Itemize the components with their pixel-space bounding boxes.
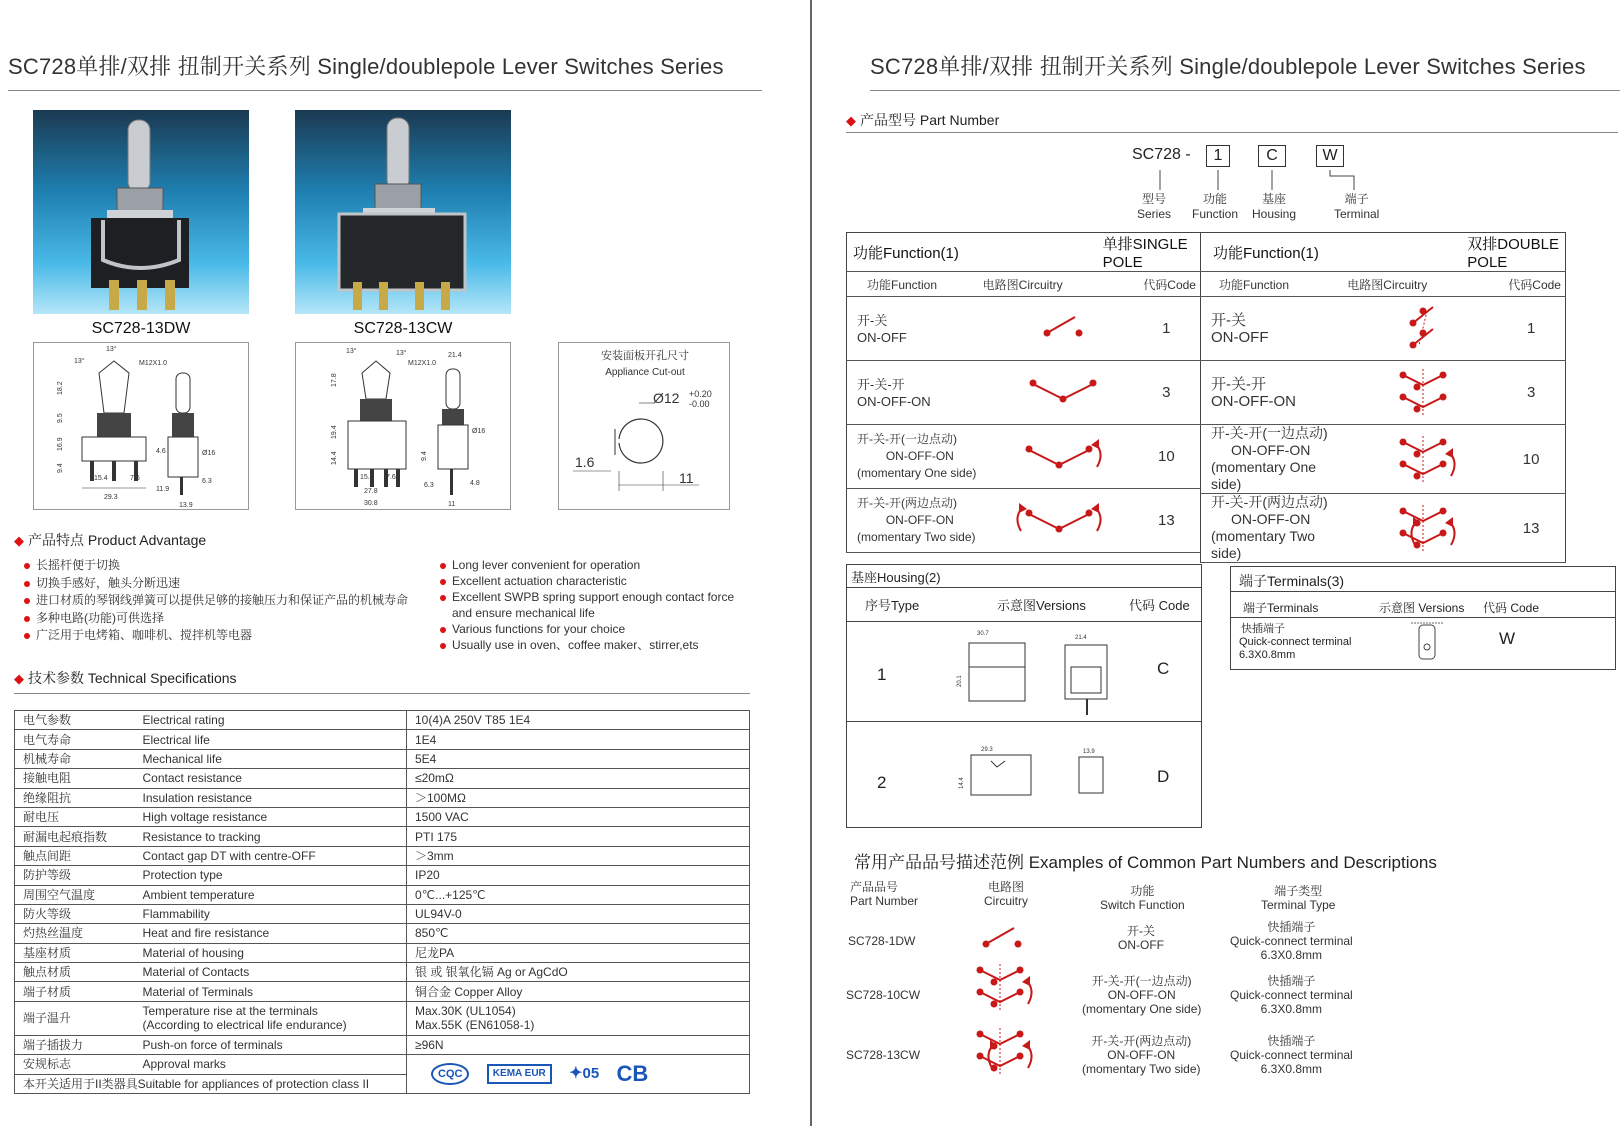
function-table-double-pole <box>1200 232 1566 563</box>
table-row: 开-关 ON-OFF 1 <box>847 297 1201 361</box>
svg-text:11: 11 <box>448 501 456 508</box>
pn-label-series: 型号 Series <box>1137 192 1172 221</box>
kema-mark-icon: KEMA EUR <box>487 1064 552 1084</box>
svg-text:30.7: 30.7 <box>977 631 989 637</box>
section-heading-advantage: ◆ 产品特点 Product Advantage <box>14 532 207 548</box>
table-row: 触点间距 Contact gap DT with centre-OFF ＞3mm <box>15 846 750 865</box>
list-item: Usually use in oven、coffee maker、stirrer,ets <box>440 637 734 653</box>
table-row: 基座材质 Material of housing 尼龙PA <box>15 943 750 962</box>
table-row: 安规标志 Approval marks CQC KEMA EUR ✦05 CB <box>15 1055 750 1074</box>
svg-text:29.3: 29.3 <box>104 494 118 501</box>
list-item: Excellent SWPB spring support enough contact force <box>440 589 734 605</box>
svg-text:21.4: 21.4 <box>448 352 462 359</box>
table-row: 开-关-开(一边点动) ON-OFF-ON (momentary One side) 10 <box>847 425 1201 489</box>
svg-text:15.4: 15.4 <box>94 475 108 482</box>
example-part-number: SC728-1DW <box>848 934 916 948</box>
diamond-icon: ◆ <box>846 113 856 128</box>
housing-type: 2 <box>877 773 887 792</box>
list-item: Various functions for your choice <box>440 621 734 637</box>
specs-rule <box>14 693 750 694</box>
example-function: 开-关-开(两边点动) ON-OFF-ON (momentary Two side) <box>1082 1034 1201 1076</box>
table-row: 耐漏电起痕指数 Resistance to tracking PTI 175 <box>15 827 750 846</box>
svg-text:4.6: 4.6 <box>156 448 166 455</box>
page-title: SC728单排/双排 扭制开关系列 Single/doublepole Lever Switches Series <box>870 54 1586 79</box>
table-row: 灼热丝温度 Heat and fire resistance 850℃ <box>15 924 750 943</box>
table-row: 开-关-开(两边点动) ON-OFF-ON (momentary Two side) 13 <box>1201 494 1566 563</box>
example-part-number: SC728-13CW <box>846 1048 921 1062</box>
svg-text:11: 11 <box>679 470 694 486</box>
example-function: 开-关-开(一边点动) ON-OFF-ON (momentary One side) <box>1082 974 1202 1016</box>
cb-mark-icon: CB <box>616 1061 649 1087</box>
svg-text:15.4: 15.4 <box>360 474 374 481</box>
svg-text:7.6: 7.6 <box>130 475 140 482</box>
title-rule <box>870 90 1620 91</box>
svg-text:21.4: 21.4 <box>1075 635 1087 641</box>
table-row: 绝缘阻抗 Insulation resistance ＞100MΩ <box>15 788 750 807</box>
svg-text:7.6: 7.6 <box>386 474 396 481</box>
approval-marks <box>407 1055 750 1094</box>
examples-col-part-number: 产品品号 Part Number <box>850 880 919 908</box>
table-row: 接触电阻 Contact resistance ≤20mΩ <box>15 769 750 788</box>
diamond-icon: ◆ <box>14 533 24 548</box>
vde-mark-icon: ✦05 <box>569 1065 600 1083</box>
terminal-code: W <box>1499 629 1516 648</box>
svg-text:9.4: 9.4 <box>57 463 64 473</box>
housing-table: 基座Housing(2) 序号Type 示意图Versions 代码 Code 1 30.7 20.1 21.4 C 2 29.3 14.4 13.9 D <box>846 564 1202 828</box>
example-function: 开-关 ON-OFF <box>1118 924 1164 952</box>
svg-text:16.9: 16.9 <box>57 437 64 451</box>
svg-text:M12X1.0: M12X1.0 <box>408 360 437 367</box>
table-subheader: 功能Function 电路图Circuitry 代码Code <box>847 272 1201 297</box>
table-row: 端子温升 Temperature rise at the terminals (According to electrical life endurance) Max.30K (UL1054) Max.55K (EN61058-1) <box>15 1001 750 1035</box>
svg-text:Ø12: Ø12 <box>653 390 680 406</box>
housing-d-drawing <box>947 743 1127 813</box>
svg-text:4.8: 4.8 <box>470 480 480 487</box>
circuit-dp-momentary-one-side-icon <box>1347 430 1497 486</box>
example-terminal: 快插端子 Quick-connect terminal 6.3X0.8mm <box>1230 920 1353 962</box>
table-row: 触点材质 Material of Contacts 银 或 银氧化镉 Ag or AgCdO <box>15 963 750 982</box>
circuit-momentary-two-side-icon <box>983 499 1133 539</box>
svg-text:14.4: 14.4 <box>959 777 965 789</box>
section-heading-part-number: ◆ 产品型号 Part Number <box>846 112 1000 128</box>
terminal-description: 快插端子 Quick-connect terminal 6.3X0.8mm <box>1239 623 1352 661</box>
table-row: 本开关适用于II类器具Suitable for appliances of protection class II <box>15 1074 750 1093</box>
svg-text:6.3: 6.3 <box>202 478 212 485</box>
svg-text:M12X1.0: M12X1.0 <box>139 360 168 367</box>
svg-text:29.3: 29.3 <box>981 747 993 753</box>
function-table-single-pole <box>846 232 1201 553</box>
examples-col-terminal: 端子类型 Terminal Type <box>1261 884 1336 912</box>
svg-text:13.9: 13.9 <box>1083 749 1095 755</box>
table-subheader: 功能Function 电路图Circuitry 代码Code <box>1201 272 1566 297</box>
example-circuit-icon <box>962 962 1062 1018</box>
table-row: 防火等级 Flammability UL94V-0 <box>15 904 750 923</box>
svg-text:13.9: 13.9 <box>179 502 193 509</box>
list-item-continued: and ensure mechanical life <box>452 606 595 620</box>
advantage-list-en <box>440 557 734 653</box>
right-page <box>812 0 1623 1126</box>
table-header: 功能Function(1) 单排SINGLE POLE <box>847 233 1201 272</box>
diamond-icon: ◆ <box>14 671 24 686</box>
table-row: 开-关-开(两边点动) ON-OFF-ON (momentary Two side) 13 <box>847 489 1201 553</box>
examples-col-circuitry: 电路图 Circuitry <box>984 880 1028 908</box>
list-item: 长摇杆便于切换 <box>24 557 408 575</box>
list-item: Long lever convenient for operation <box>440 557 734 573</box>
list-item: Excellent actuation characteristic <box>440 573 734 589</box>
example-circuit-icon <box>954 1026 1064 1082</box>
examples-heading: 常用产品品号描述范例 Examples of Common Part Numbers and Descriptions <box>854 853 1437 872</box>
circuit-on-off-on-icon <box>983 371 1103 411</box>
example-terminal: 快插端子 Quick-connect terminal 6.3X0.8mm <box>1230 974 1353 1016</box>
svg-text:13°: 13° <box>346 348 357 355</box>
svg-text:19.4: 19.4 <box>331 425 338 439</box>
product-photo-13dw <box>33 110 249 314</box>
table-row: 机械寿命 Mechanical life 5E4 <box>15 749 750 768</box>
svg-text:-0.00: -0.00 <box>689 399 710 409</box>
page-title: SC728单排/双排 扭制开关系列 Single/doublepole Lever Switches Series <box>8 54 724 79</box>
circuit-on-off-icon <box>983 307 1103 347</box>
table-row: 开-关-开 ON-OFF-ON 3 <box>847 361 1201 425</box>
advantage-list-cn <box>24 557 408 645</box>
housing-code: C <box>1157 659 1170 678</box>
svg-text:17.8: 17.8 <box>331 373 338 387</box>
dimension-drawing-13cw <box>295 342 511 510</box>
table-row: 电气参数 Electrical rating 10(4)A 250V T85 1E4 <box>15 711 750 730</box>
example-circuit-icon <box>980 918 1040 958</box>
list-item: 进口材质的琴钢线弹簧可以提供足够的接触压力和保证产品的机械寿命 <box>24 592 408 610</box>
photo-caption: SC728-13CW <box>353 320 453 337</box>
example-terminal: 快插端子 Quick-connect terminal 6.3X0.8mm <box>1230 1034 1353 1076</box>
list-item: 多种电路(功能)可供选择 <box>24 610 408 628</box>
cqc-mark-icon: CQC <box>431 1063 469 1085</box>
product-photo-13cw <box>295 110 511 314</box>
appliance-cutout-drawing <box>558 342 730 510</box>
svg-text:9.5: 9.5 <box>57 413 64 423</box>
pn-label-terminal: 端子 Terminal <box>1334 192 1380 221</box>
table-row: 周围空气温度 Ambient temperature 0℃...+125℃ <box>15 885 750 904</box>
example-part-number: SC728-10CW <box>846 988 921 1002</box>
part-number-rule <box>846 132 1618 133</box>
list-item: 切换手感好，触头分断迅速 <box>24 575 408 593</box>
part-number-prefix: SC728 - <box>1132 146 1191 163</box>
table-row: 端子插拔力 Push-on force of terminals ≥96N <box>15 1035 750 1054</box>
list-item: 广泛用于电烤箱、咖啡机、搅拌机等电器 <box>24 627 408 645</box>
svg-text:6.3: 6.3 <box>424 482 434 489</box>
table-row: 开-关-开 ON-OFF-ON 3 <box>1201 361 1566 425</box>
left-page <box>0 0 810 1126</box>
table-row: 开-关 ON-OFF 1 <box>1201 297 1566 361</box>
housing-code: D <box>1157 767 1170 786</box>
svg-text:1.6: 1.6 <box>575 454 595 470</box>
svg-text:27.8: 27.8 <box>364 488 378 495</box>
dimension-drawing-13dw <box>33 342 249 510</box>
circuit-dp-on-off-on-icon <box>1347 363 1487 419</box>
table-row: 电气寿命 Electrical life 1E4 <box>15 730 750 749</box>
svg-text:20.1: 20.1 <box>957 675 963 687</box>
part-number-box-terminal: W <box>1316 145 1344 167</box>
svg-text:14.4: 14.4 <box>331 451 338 465</box>
table-row: 端子材质 Material of Terminals 铜合金 Copper Alloy <box>15 982 750 1001</box>
circuit-dp-on-off-icon <box>1347 299 1487 355</box>
specs-table <box>14 710 750 1094</box>
circuit-dp-momentary-two-side-icon <box>1347 499 1497 555</box>
housing-c-drawing <box>947 627 1127 717</box>
svg-text:18.2: 18.2 <box>57 381 64 395</box>
table-row: 耐电压 High voltage resistance 1500 VAC <box>15 807 750 826</box>
table-row: 开-关-开(一边点动) ON-OFF-ON (momentary One side) 10 <box>1201 425 1566 494</box>
svg-text:Ø16: Ø16 <box>202 450 216 457</box>
pn-label-housing: 基座 Housing <box>1252 192 1297 221</box>
svg-text:Appliance Cut-out: Appliance Cut-out <box>605 367 685 378</box>
svg-text:9.4: 9.4 <box>421 451 428 461</box>
part-number-box-housing: C <box>1258 145 1286 167</box>
svg-text:13°: 13° <box>106 346 117 353</box>
svg-text:11.9: 11.9 <box>156 486 170 493</box>
section-heading-specs: ◆ 技术参数 Technical Specifications <box>14 670 237 686</box>
svg-text:安装面板开孔尺寸: 安装面板开孔尺寸 <box>601 350 689 362</box>
pn-label-function: 功能 Function <box>1192 192 1239 221</box>
terminals-table: 端子Terminals(3) 端子Terminals 示意图 Versions 代码 Code 快插端子 Quick-connect terminal 6.3X0.8mm W <box>1230 566 1616 670</box>
circuit-momentary-one-side-icon <box>983 435 1133 475</box>
examples-col-function: 功能 Switch Function <box>1100 884 1185 912</box>
housing-type: 1 <box>877 665 887 684</box>
svg-text:13°: 13° <box>74 358 85 365</box>
svg-text:30.8: 30.8 <box>364 500 378 507</box>
table-header: 功能Function(1) 双排DOUBLE POLE <box>1201 233 1566 272</box>
title-rule <box>8 90 762 91</box>
quick-connect-terminal-icon <box>1407 619 1447 663</box>
table-row: 防护等级 Protection type IP20 <box>15 866 750 885</box>
part-number-box-function: 1 <box>1206 145 1230 167</box>
svg-text:13°: 13° <box>396 350 407 357</box>
photo-caption: SC728-13DW <box>91 320 191 337</box>
svg-text:+0.20: +0.20 <box>689 389 712 399</box>
svg-text:Ø16: Ø16 <box>472 428 486 435</box>
